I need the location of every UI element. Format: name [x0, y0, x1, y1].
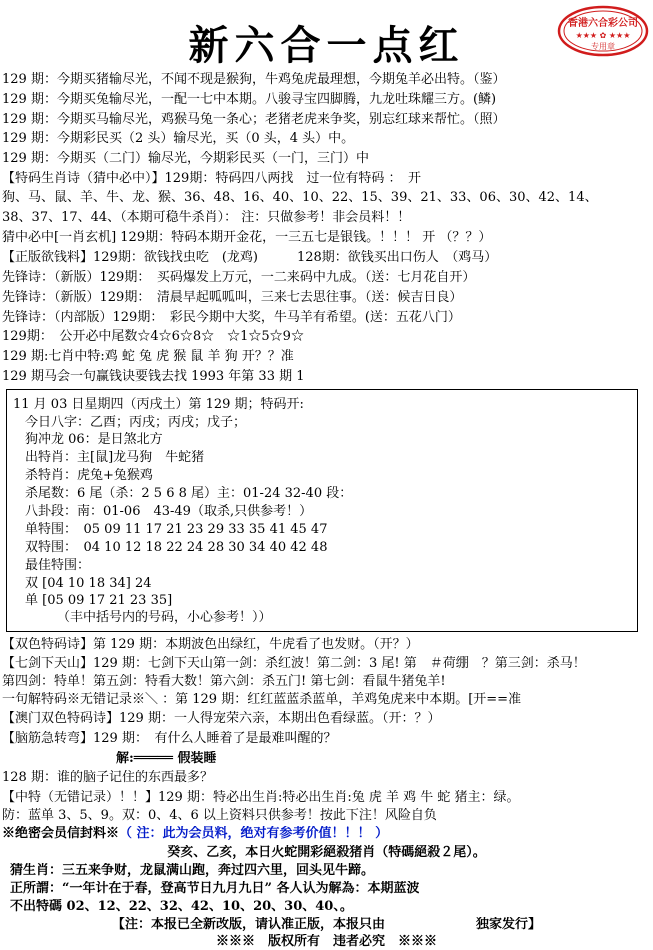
company-stamp [557, 5, 649, 57]
lower-line-3: 第四剑：特单！第五剑：特看大数！第六剑：杀五门! 第七剑：看鼠牛猪兔羊! [2, 674, 446, 689]
riddle-128: 128 期：谁的脑子记住的东西最多？ [2, 770, 213, 785]
svg-text:★★★ ✿ ★★★: ★★★ ✿ ★★★ [575, 31, 631, 40]
box-shuang: 双特围： 04 10 12 18 22 24 28 30 34 40 42 48 [25, 540, 328, 555]
box-shate: 杀特肖：虎兔+兔猴鸡 [25, 468, 153, 483]
guess-line: 猜生肖：三五来争财，龙鼠满山跑，奔过四六里，回头见牛蹄。 [10, 863, 375, 878]
fang-line: 防：蓝单 3、5、9。双：0、4、6 以上资料只供参考！按此下注！风险自负 [2, 808, 437, 823]
lower-line-5: 【澳门双色特码诗】129 期：一人得宠荣六亲，本期出色看绿蓝。（开：？） [2, 711, 441, 726]
page-title: 新六合一点红 [188, 22, 465, 69]
box-note: （丰中括号内的号码，小心参考！）） [57, 610, 272, 625]
line-8: 38、37、17、44、（本期可稳牛杀肖）： 注：只做参考！非会员料！！ [2, 210, 411, 225]
box-shawei: 杀尾数：6 尾（杀：2 5 6 8 尾）主：01-24 32-40 段： [25, 486, 353, 501]
lower-line-4: 一句解特码※无错记录※＼ ：第 129 期：红红蓝蓝杀蓝单，羊鸡兔虎来中本期。[开==准 [2, 692, 522, 707]
line-3: 129 期：今期买马输尽光，鸡猴马兔一条心；老猪老虎来争奖，别忘红球来帮忙。（照） [2, 112, 506, 127]
line-14: 129期： 公开必中尾数☆4☆6☆8☆ ☆1☆5☆9☆ [2, 329, 304, 344]
line-12: 先锋诗：（新版）129期： 清晨早起呱呱叫，三来七去思往事。（送：候吉日良） [2, 290, 463, 305]
line-16: 129 期马会一句赢钱诀要钱去找 1993 年第 33 期 1 [2, 369, 305, 384]
secret-prefix: ※绝密会员信封料※ [2, 826, 120, 841]
box-best: 最佳特围： [25, 558, 91, 573]
box-bagua: 八卦段：南：01-06 43-49（取杀,只供参考！） [25, 504, 313, 519]
box-dan: 单特围： 05 09 11 17 21 23 29 33 35 41 45 47 [25, 522, 328, 537]
box-best-dan: 单 [05 09 17 21 23 35] [25, 593, 173, 608]
box-chong: 狗冲龙 06：是日煞北方 [25, 432, 163, 447]
line-4: 129 期：今期彩民买（2 头）输尽光，买（0 头，4 头）中。 [2, 131, 355, 146]
buchu-line: 不出特碼 02、12、22、32、42、10、20、30、40、。 [10, 899, 353, 914]
lower-line-1: 【双色特码诗】第 129 期：本期波色出绿红，牛虎看了也发财。（开？） [2, 637, 419, 652]
line-1: 129 期：今期买猪输尽光，不闻不现是猴狗，牛鸡兔虎最理想，今期兔羊必出特。（鉴） [2, 72, 506, 87]
secret-note: （ 注：此为会员料，绝对有参考价值！！！ ） [119, 826, 389, 841]
line-15: 129 期:七肖中特:鸡 蛇 兔 虎 猴 鼠 羊 狗 开？？准 [2, 349, 294, 364]
prediction-box [6, 389, 638, 632]
lower-line-2: 【七剑下天山】129 期：七剑下天山第一剑：杀红波！第二剑：3 尾! 第 ＃荷绷 ？第三剑：杀马！ [2, 656, 586, 671]
svg-text:香港六合彩公司: 香港六合彩公司 [568, 18, 638, 29]
box-best-shuang: 双 [04 10 18 34] 24 [25, 576, 152, 591]
secret-line [2, 826, 388, 842]
killer-line: 癸亥、乙亥，本日火蛇開彩絕殺猪肖（特碼絕殺２尾）。 [167, 845, 486, 860]
line-5: 129 期：今期买（二门）输尽光，今期彩民买（一门，三门）中 [2, 151, 369, 166]
line-10: 【正版欲钱料】129期：欲钱找虫吃 (龙鸡) 128期：欲钱买出口伤人 （鸡马） [2, 250, 498, 265]
box-chute: 出特肖：主[鼠]龙马狗 牛蛇猪 [25, 450, 205, 465]
line-11: 先锋诗：（新版）129期： 买码爆发上万元，一二来码中九成。（送：七月花自开） [2, 270, 476, 285]
box-header: 11 月 03 日星期四（丙戌土）第 129 期；特码开: [13, 397, 304, 412]
footer-note: 【注：本报已全新改版，请认准正版，本报只由 独家发行】 [111, 917, 541, 932]
lower-line-6: 【脑筋急转弯】129 期： 有什么人睡着了是最难叫醒的？ [2, 731, 337, 746]
box-bazi: 今日八字：乙酉；丙戌；丙戌；戊子； [25, 415, 247, 430]
line-9: 猜中必中[一肖玄机] 129期：特码本期开金花，一三五七是银钱。！！！ 开 （？？） [2, 230, 492, 245]
footer-copyright: ※※※ 版权所有 违者必究 ※※※ [215, 934, 437, 949]
line-13: 先锋诗：（内部版）129期： 彩民今期中大奖，牛马羊有希望。(送：五花八门） [2, 310, 461, 325]
zhongte-line: 【中特（无错记录）！！】129 期：特必出生肖:特必出生肖:兔 虎 羊 鸡 牛 蛇 猪主：绿。 [2, 790, 520, 805]
svg-text:专用章: 专用章 [591, 42, 615, 51]
line-7: 狗、马、鼠、羊、牛、龙、猴、36、48、16、40、10、22、15、39、21、33、06、30、42、14、 [2, 190, 598, 205]
riddle-answer: 解:═════ 假装睡 [116, 751, 217, 766]
zhengjie-line: 正所謂：“一年计在于春，登高节日九月九日” 各人认为解為：本期蓝波 [10, 881, 420, 896]
line-6: 【特码生肖诗（猜中必中）】129期：特码四八两找 过一位有特码 ： 开 [2, 171, 421, 186]
line-2: 129 期：今期买兔输尽光，一配一七中本期。八骏寻宝四脚腾，九龙吐珠耀三方。(鳞) [2, 92, 497, 107]
